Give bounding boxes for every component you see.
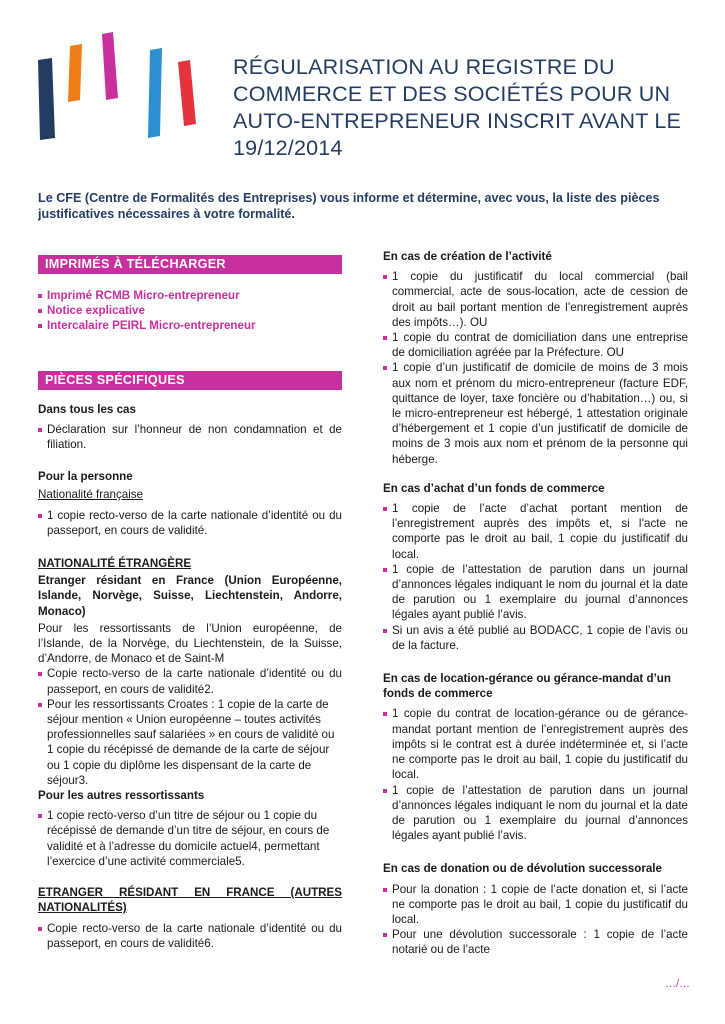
logo-bar-magenta — [102, 32, 118, 100]
cfe-logo — [0, 0, 220, 150]
list-item: Copie recto-verso de la carte nationale d’identité ou du passeport, en cours de validité2. — [38, 666, 342, 696]
pieces-heading: PIÈCES SPÉCIFIQUES — [38, 371, 342, 390]
list-item: 1 copie du contrat de location-gérance ou de gérance-mandat portant mention de l’enregistrement auprès des impôts si le contrat est à durée indéterminée et, si l’acte ne comporte pas le droit au bail, 1 copie du justificatif du local. — [383, 706, 688, 782]
download-link-notice[interactable]: Notice explicative — [38, 303, 342, 318]
logo-bar-blue — [148, 48, 162, 138]
list-item: Pour une dévolution successorale : 1 copie de l’acte notarié ou de l’acte — [383, 927, 688, 957]
gerance-list — [383, 706, 688, 843]
hors-ue-heading: ETRANGER RÉSIDANT EN FRANCE (AUTRES NATIONALITÉS) — [38, 886, 342, 915]
list-item: Si un avis a été publié au BODACC, 1 copie de l’avis ou de la facture. — [383, 623, 688, 653]
list-item: 1 copie de l’attestation de parution dans un journal d’annonces légales indiquant le nom du journal et la date de parution ou 1 exemplaire du journal d’annonces légales ayant publié l’avis. — [383, 783, 688, 844]
autres-heading: Pour les autres ressortissants — [38, 789, 205, 803]
creation-heading: En cas de création de l’activité — [383, 250, 552, 263]
achat-list — [383, 501, 688, 653]
ue-list — [38, 666, 342, 788]
gerance-heading: En cas de location-gérance ou gérance-mandat d’un fonds de commerce — [383, 672, 671, 701]
personne-heading: Pour la personne — [38, 470, 133, 484]
right-column — [383, 249, 688, 958]
list-item: 1 copie de l’attestation de parution dans un journal d’annonces légales indiquant le nom du journal et la date de parution ou 1 exemplaire du journal d’annonces légales ayant publié l’avis. — [383, 562, 688, 623]
tous-cas-list — [38, 422, 342, 452]
imprimes-heading: IMPRIMÉS À TÉLÉCHARGER — [38, 255, 342, 274]
list-item: Déclaration sur l’honneur de non condamnation et de filiation. — [38, 422, 342, 452]
list-item: 1 copie du contrat de domiciliation dans une entreprise de domiciliation agréée par la Préfecture. OU — [383, 330, 688, 360]
list-item: Pour la donation : 1 copie de l’acte donation et, si l’acte ne comporte pas le droit au bail, 1 copie du justificatif du local. — [383, 882, 688, 928]
donation-heading: En cas de donation ou de dévolution successorale — [383, 862, 662, 876]
tous-cas-heading: Dans tous les cas — [38, 402, 136, 416]
francaise-heading: Nationalité française — [38, 488, 144, 502]
logo-bar-orange — [68, 44, 82, 102]
list-item: 1 copie de l’acte d’achat portant mention de l’enregistrement auprès des impôts et, si l’acte ne comporte pas le droit au bail, 1 copie du justificatif du local. — [383, 501, 688, 562]
logo-bar-red — [178, 60, 196, 126]
page-title: RÉGULARISATION AU REGISTRE DU COMMERCE ET DES SOCIÉTÉS POUR UN AUTO-ENTREPRENEUR INSCRIT AVANT LE 19/12/2014 — [233, 55, 682, 160]
creation-list — [383, 269, 688, 467]
list-item: 1 copie du justificatif du local commercial (bail commercial, acte de sous-location, acte de cession de droit au bail portant mention de l’enregistrement auprès des impôts…). OU — [383, 269, 688, 330]
left-column — [38, 255, 342, 951]
etranger-ue-heading: Etranger résidant en France (Union Européenne, Islande, Norvège, Suisse, Liechtenstein, Andorre, Monaco) — [38, 574, 342, 618]
list-item: 1 copie recto-verso de la carte nationale d’identité ou du passeport, en cours de validité. — [38, 508, 342, 538]
francaise-list — [38, 508, 342, 538]
etrangere-heading: NATIONALITÉ ÉTRANGÈRE — [38, 557, 192, 571]
list-item: 1 copie d’un justificatif de domicile de moins de 3 mois aux nom et prénom du micro-entrepreneur (facture EDF, quittance de loyer, taxe foncière ou d’habitation…) ou, si le micro-entrepreneur est hébergé, 1 attestation originale d’hébergement et 1 copie d’un justificatif de domicile de moins de 3 mois aux nom et prénom de la personne qui héberge. — [383, 360, 688, 466]
ue-paragraph: Pour les ressortissants de l’Union européenne, de l’Islande, de la Norvège, du Liechtenstein, de la Suisse, d’Andorre, de Monaco et de Saint-M — [38, 621, 342, 666]
logo-bar-navy — [38, 58, 55, 140]
imprimes-list — [38, 288, 342, 334]
download-link-peirl[interactable]: Intercalaire PEIRL Micro-entrepreneur — [38, 318, 342, 333]
continued-marker: …/… — [665, 978, 691, 990]
intro-text: Le CFE (Centre de Formalités des Entreprises) vous informe et détermine, avec vous, la liste des pièces justificatives nécessaires à votre formalité. — [38, 191, 660, 221]
list-item: 1 copie recto-verso d’un titre de séjour ou 1 copie du récépissé de demande d’un titre de séjour, en cours de validité et à l’adresse du domicile actuel4, permettant l’exercice d’une activité commerciale5. — [38, 808, 342, 869]
download-link-rcmb[interactable]: Imprimé RCMB Micro-entrepreneur — [38, 288, 342, 303]
hors-ue-list — [38, 921, 342, 951]
achat-heading: En cas d’achat d’un fonds de commerce — [383, 481, 605, 495]
donation-list — [383, 882, 688, 958]
list-item: Copie recto-verso de la carte nationale d’identité ou du passeport, en cours de validité6. — [38, 921, 342, 951]
autres-list — [38, 808, 342, 869]
list-item: Pour les ressortissants Croates : 1 copie de la carte de séjour mention « Union européenne – toutes activités professionnelles sauf salariées » en cours de validité ou 1 copie du récépissé de demande de la carte de séjour ou 1 copie du diplôme les dispensant de la carte de séjour3. — [38, 697, 342, 788]
